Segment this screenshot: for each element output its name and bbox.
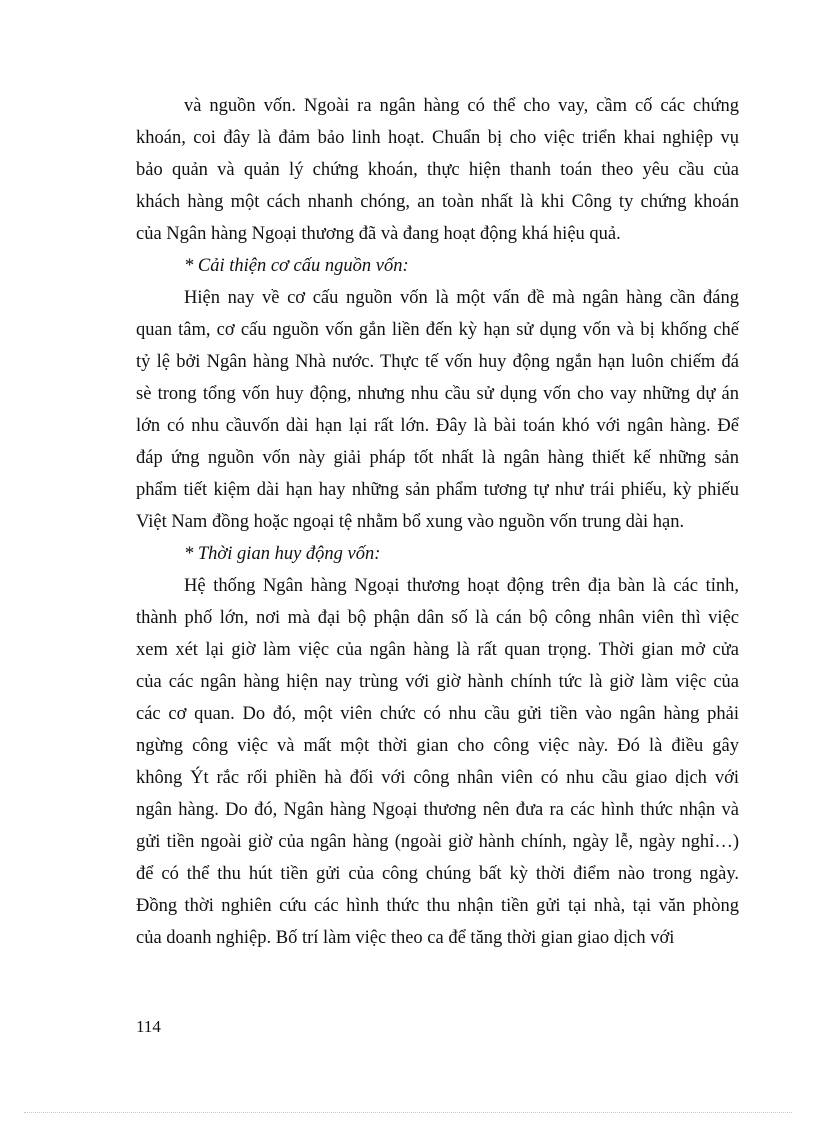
text-line: Việt Nam đồng hoặc ngoại tệ nhằm bổ xung vào nguồn vốn trung dài hạn. bbox=[136, 512, 685, 532]
text-line: của doanh nghiệp. Bố trí làm việc theo ca để tăng thời gian giao dịch với bbox=[136, 928, 675, 948]
text-line: của Ngân hàng Ngoại thương đã và đang hoạt động khá hiệu quả. bbox=[136, 224, 621, 244]
text-line: Hiện nay về cơ cấu nguồn vốn là một vấn đề mà ngân hàng cần đáng bbox=[184, 288, 739, 308]
text-line: phẩm tiết kiệm dài hạn hay những sản phẩm tương tự như trái phiếu, kỳ phiếu bbox=[136, 480, 739, 500]
text-line: khoán, coi đây là đảm bảo linh hoạt. Chuẩn bị cho việc triển khai nghiệp vụ bbox=[136, 128, 739, 148]
text-line: để có thể thu hút tiền gửi của công chúng bất kỳ thời điểm nào trong ngày. bbox=[136, 864, 739, 884]
section-heading: * Cải thiện cơ cấu nguồn vốn: bbox=[184, 256, 409, 276]
text-line: xem xét lại giờ làm việc của ngân hàng là rất quan trọng. Thời gian mở cửa bbox=[136, 640, 739, 660]
text-line: Đồng thời nghiên cứu các hình thức thu nhận tiền gửi tại nhà, tại văn phòng bbox=[136, 896, 739, 916]
text-line: sè trong tổng vốn huy động, nhưng nhu cầu sử dụng vốn cho vay những dự án bbox=[136, 384, 739, 404]
text-line: tỷ lệ bởi Ngân hàng Nhà nước. Thực tế vốn huy động ngắn hạn luôn chiếm đá bbox=[136, 352, 739, 372]
section-heading: * Thời gian huy động vốn: bbox=[184, 544, 381, 564]
text-line: đáp ứng nguồn vốn này giải pháp tốt nhất là ngân hàng thiết kế những sản bbox=[136, 448, 739, 468]
text-line: gửi tiền ngoài giờ của ngân hàng (ngoài giờ hành chính, ngày lễ, ngày nghỉ…) bbox=[136, 832, 739, 852]
text-line: các cơ quan. Do đó, một viên chức có nhu cầu gửi tiền vào ngân hàng phải bbox=[136, 704, 739, 724]
text-line: ngân hàng. Do đó, Ngân hàng Ngoại thương nên đưa ra các hình thức nhận và bbox=[136, 800, 739, 820]
text-line: thành phố lớn, nơi mà đại bộ phận dân số là cán bộ công nhân viên thì việc bbox=[136, 608, 739, 628]
text-line: khách hàng một cách nhanh chóng, an toàn nhất là khi Công ty chứng khoán bbox=[136, 192, 739, 212]
text-line: và nguồn vốn. Ngoài ra ngân hàng có thể cho vay, cầm cố các chứng bbox=[184, 96, 739, 116]
text-line: lớn có nhu cầuvốn dài hạn lại rất lớn. Đây là bài toán khó với ngân hàng. Để bbox=[136, 416, 739, 436]
text-line: quan tâm, cơ cấu nguồn vốn gắn liền đến kỳ hạn sử dụng vốn và bị khống chế bbox=[136, 320, 739, 340]
text-line: của các ngân hàng hiện nay trùng với giờ hành chính tức là giờ làm việc của bbox=[136, 672, 739, 692]
text-line: bảo quản và quản lý chứng khoán, thực hiện thanh toán theo yêu cầu của bbox=[136, 160, 739, 180]
text-line: không Ýt rắc rối phiền hà đối với công nhân viên có nhu cầu giao dịch với bbox=[136, 768, 739, 788]
page-number: 114 bbox=[136, 1017, 161, 1036]
text-line: ngừng công việc và mất một thời gian cho công việc này. Đó là điều gây bbox=[136, 736, 739, 756]
footer-divider bbox=[24, 1112, 792, 1113]
text-line: Hệ thống Ngân hàng Ngoại thương hoạt động trên địa bàn là các tỉnh, bbox=[184, 576, 739, 596]
